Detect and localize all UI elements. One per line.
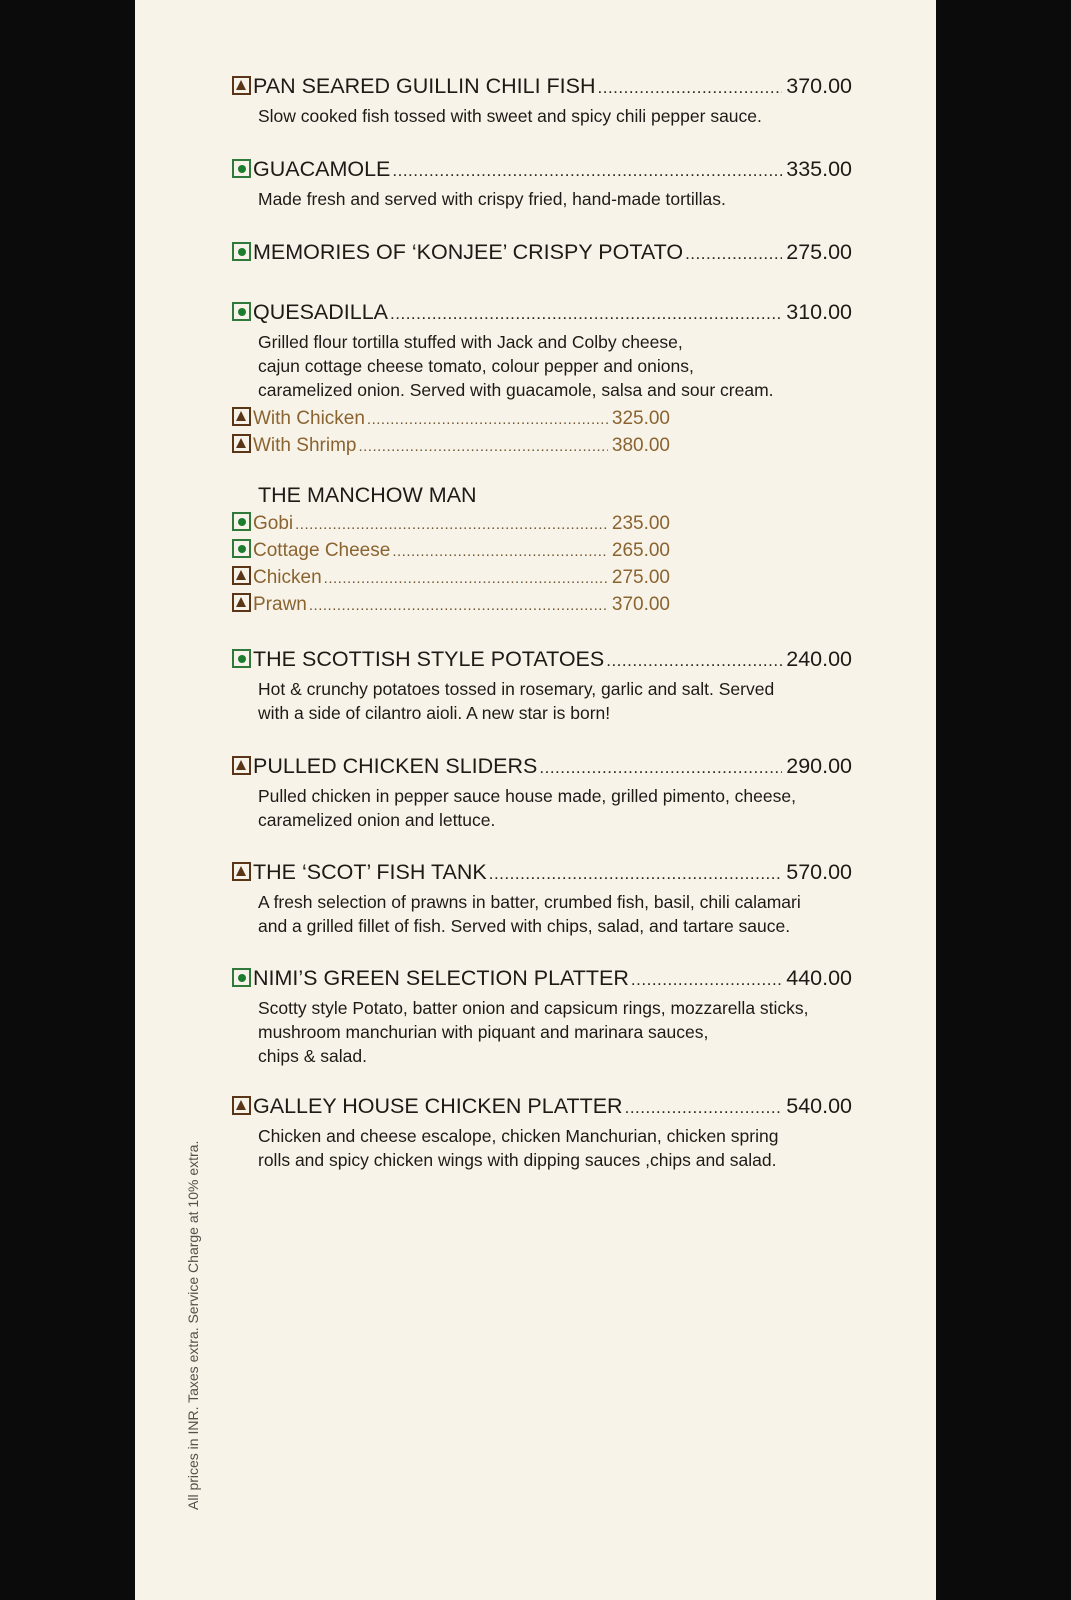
non-veg-mark-icon xyxy=(232,566,251,585)
variant-name: Prawn xyxy=(253,594,307,615)
menu-item xyxy=(232,240,852,270)
item-title-line xyxy=(232,74,852,104)
menu-item xyxy=(232,74,852,128)
non-veg-mark-icon xyxy=(232,434,251,453)
item-name: NIMI’S GREEN SELECTION PLATTER xyxy=(253,966,629,990)
veg-mark-icon xyxy=(232,968,251,987)
dot-leader xyxy=(309,597,608,614)
variant-name: Gobi xyxy=(253,513,294,534)
item-price: 310.00 xyxy=(786,300,852,324)
variant-item xyxy=(232,591,670,618)
item-name: GALLEY HOUSE CHICKEN PLATTER xyxy=(253,1094,623,1118)
dot-leader xyxy=(367,411,608,428)
menu-item xyxy=(232,754,852,832)
menu-item xyxy=(232,480,852,618)
non-veg-mark-icon xyxy=(232,76,251,95)
item-price: 440.00 xyxy=(786,966,852,990)
item-title-line xyxy=(232,860,852,890)
item-name: QUESADILLA xyxy=(253,300,389,324)
dot-leader xyxy=(598,78,783,98)
variant-line xyxy=(232,510,670,537)
variant-line xyxy=(232,564,670,591)
item-name: THE ‘SCOT’ FISH TANK xyxy=(253,860,487,884)
item-price: 240.00 xyxy=(786,647,852,671)
dot-leader xyxy=(390,304,782,324)
menu-item xyxy=(232,860,852,938)
item-description: Scotty style Potato, batter onion and capsicum rings, mozzarella sticks, mushroom manchurian with piquant and marinara sauces, chips & salad. xyxy=(258,998,809,1066)
dot-leader xyxy=(625,1098,783,1118)
veg-mark-icon xyxy=(232,539,251,558)
veg-mark-icon xyxy=(232,242,251,261)
variant-item xyxy=(232,405,670,432)
variant-price: 370.00 xyxy=(611,594,670,615)
item-description: Hot & crunchy potatoes tossed in rosemary, garlic and salt. Served with a side of cilantro aioli. A new star is born! xyxy=(258,679,775,723)
variant-price: 235.00 xyxy=(611,513,670,534)
item-description: Slow cooked fish tossed with sweet and spicy chili pepper sauce. xyxy=(258,106,762,126)
item-price: 275.00 xyxy=(786,240,852,264)
item-name: PULLED CHICKEN SLIDERS xyxy=(253,754,538,778)
variant-price: 325.00 xyxy=(611,408,670,429)
non-veg-mark-icon xyxy=(232,756,251,775)
dot-leader xyxy=(489,864,783,884)
item-title-line xyxy=(232,240,852,270)
menu-page xyxy=(135,0,936,1600)
dot-leader xyxy=(606,651,782,671)
item-description: Grilled flour tortilla stuffed with Jack and Colby cheese, cajun cottage cheese tomato, colour pepper and onions, caramelized onion. Served with guacamole, salsa and sour cream. xyxy=(258,332,774,400)
variant-item xyxy=(232,510,670,537)
dot-leader xyxy=(358,438,607,455)
variant-line xyxy=(232,537,670,564)
veg-mark-icon xyxy=(232,159,251,178)
dot-leader xyxy=(392,543,608,560)
variant-line xyxy=(232,405,670,432)
item-name: MEMORIES OF ‘KONJEE’ CRISPY POTATO xyxy=(253,240,684,264)
menu-item xyxy=(232,966,852,1068)
variant-name: Cottage Cheese xyxy=(253,540,391,561)
section-heading: THE MANCHOW MAN xyxy=(258,483,477,507)
non-veg-mark-icon xyxy=(232,593,251,612)
menu-item xyxy=(232,1094,852,1172)
menu-item xyxy=(232,157,852,211)
item-name: THE SCOTTISH STYLE POTATOES xyxy=(253,647,605,671)
variant-item xyxy=(232,432,670,459)
dot-leader xyxy=(324,570,608,587)
item-description: Pulled chicken in pepper sauce house made, grilled pimento, cheese, caramelized onion and lettuce. xyxy=(258,786,796,830)
item-title-line xyxy=(232,300,852,330)
footer-note: All prices in INR. Taxes extra. Service Charge at 10% extra. xyxy=(185,1140,201,1510)
item-price: 290.00 xyxy=(786,754,852,778)
non-veg-mark-icon xyxy=(232,407,251,426)
variant-price: 265.00 xyxy=(611,540,670,561)
item-description: Chicken and cheese escalope, chicken Manchurian, chicken spring rolls and spicy chicken wings with dipping sauces ,chips and salad. xyxy=(258,1126,779,1170)
dot-leader xyxy=(631,970,782,990)
dot-leader xyxy=(392,161,782,181)
item-price: 335.00 xyxy=(786,157,852,181)
variant-item xyxy=(232,537,670,564)
veg-mark-icon xyxy=(232,649,251,668)
item-title-line xyxy=(232,647,852,677)
item-name: PAN SEARED GUILLIN CHILI FISH xyxy=(253,74,596,98)
item-description: Made fresh and served with crispy fried, hand-made tortillas. xyxy=(258,189,726,209)
non-veg-mark-icon xyxy=(232,862,251,881)
variant-item xyxy=(232,564,670,591)
variant-line xyxy=(232,432,670,459)
item-price: 570.00 xyxy=(786,860,852,884)
item-title-line xyxy=(232,754,852,784)
dot-leader xyxy=(685,244,782,264)
menu-item xyxy=(232,300,852,459)
menu-items xyxy=(135,0,936,1600)
item-price: 370.00 xyxy=(786,74,852,98)
item-title-line xyxy=(232,1094,852,1124)
item-description: A fresh selection of prawns in batter, crumbed fish, basil, chili calamari and a grilled fillet of fish. Served with chips, salad, and tartare sauce. xyxy=(258,892,801,936)
item-price: 540.00 xyxy=(786,1094,852,1118)
variant-price: 380.00 xyxy=(611,435,670,456)
veg-mark-icon xyxy=(232,512,251,531)
item-title-line xyxy=(232,966,852,996)
menu-item xyxy=(232,647,852,725)
variant-name: With Shrimp xyxy=(253,435,357,456)
item-name: GUACAMOLE xyxy=(253,157,391,181)
variant-name: Chicken xyxy=(253,567,322,588)
veg-mark-icon xyxy=(232,302,251,321)
dot-leader xyxy=(295,516,608,533)
variant-price: 275.00 xyxy=(611,567,670,588)
non-veg-mark-icon xyxy=(232,1096,251,1115)
item-title-line xyxy=(232,157,852,187)
dot-leader xyxy=(539,758,782,778)
variant-line xyxy=(232,591,670,618)
variant-name: With Chicken xyxy=(253,408,365,429)
